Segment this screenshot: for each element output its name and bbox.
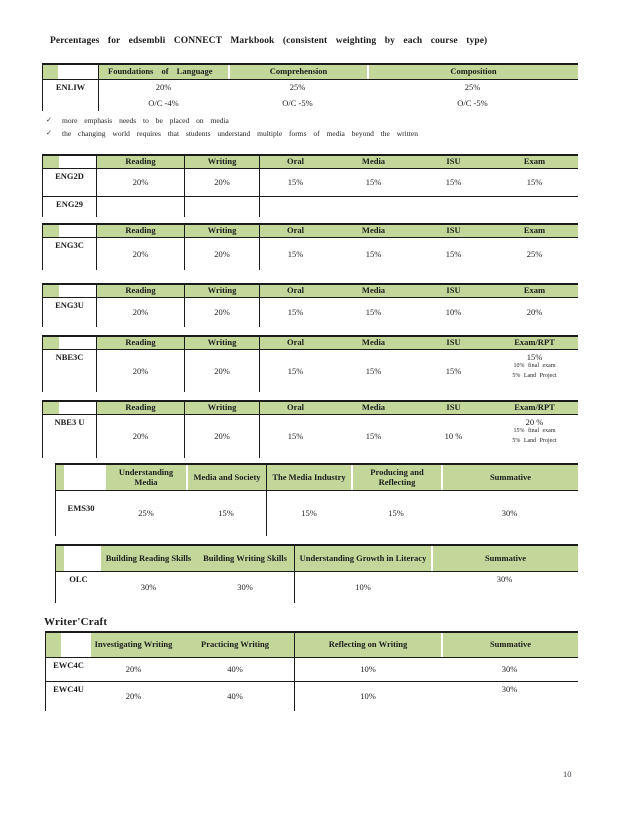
column-header: Reading <box>96 402 184 414</box>
cell-value: 20% <box>125 691 142 702</box>
table-row <box>42 298 578 327</box>
cell-value: 15% <box>287 307 304 318</box>
column-header: Exam <box>491 225 578 237</box>
table-cell <box>228 80 367 95</box>
cell-value: 30% <box>496 574 513 584</box>
cell-value: 20 % <box>525 417 544 427</box>
table-cell <box>294 572 431 603</box>
row-label: ENG2D <box>55 171 84 181</box>
cell-value: 30% <box>501 664 518 675</box>
table-cell <box>228 95 367 111</box>
cell-value: 20% <box>214 431 230 442</box>
cell-value: 15% <box>365 365 382 376</box>
column-header: ISU <box>416 285 491 297</box>
column-header: Reflecting on Writing <box>294 633 441 657</box>
column-header: Comprehension <box>228 65 367 79</box>
cell-value: 20% <box>132 431 149 442</box>
cell-value: 10% <box>360 691 376 702</box>
column-header: Reading <box>96 285 184 297</box>
table-header-row <box>45 633 578 658</box>
table-cell <box>259 350 331 392</box>
table-cell <box>96 298 184 327</box>
page-number: 10 <box>563 769 572 779</box>
table-row <box>55 572 578 603</box>
table-row <box>42 197 578 217</box>
header-corner-stub <box>43 285 59 297</box>
table-cell <box>431 572 578 603</box>
header-corner-cell <box>43 225 96 237</box>
table-header-row <box>42 65 578 80</box>
table-cell <box>331 350 416 392</box>
header-corner-stub <box>43 156 59 168</box>
cell-value: O/C -4% <box>148 97 179 108</box>
column-header: Writing <box>184 225 259 237</box>
cell-value: 20% <box>132 307 149 318</box>
row-label: ENLIW <box>55 82 86 92</box>
table-cell <box>331 238 416 270</box>
table-cell <box>96 350 184 392</box>
table-header-row <box>42 156 578 169</box>
table-cell <box>196 572 294 603</box>
note-text: the changing world requires that students understand multiple forms of media beyond the written <box>62 129 418 138</box>
table-cell <box>96 197 184 217</box>
cell-value: 15% <box>365 248 382 259</box>
cell-value: 15% <box>445 177 462 188</box>
table-cell <box>491 197 578 217</box>
column-header: Oral <box>259 402 331 414</box>
cell-value: 15% <box>287 177 304 188</box>
row-label: NBE3C <box>55 352 84 362</box>
cell-value: 15% <box>218 508 234 519</box>
row-label <box>43 95 98 111</box>
column-header: The Media Industry <box>266 465 351 490</box>
table-cell <box>259 415 331 458</box>
table-cell <box>184 238 259 270</box>
column-header: ISU <box>416 337 491 349</box>
table-cell <box>98 95 228 111</box>
header-corner-stub <box>46 633 61 657</box>
table-cell <box>176 682 294 711</box>
column-header: Writing <box>184 156 259 168</box>
header-corner-stub <box>43 225 59 237</box>
table-header-row <box>42 285 578 298</box>
column-header: Reading <box>96 225 184 237</box>
table-row <box>45 658 578 682</box>
column-header: Summative <box>441 465 578 490</box>
cell-value: 15% <box>526 352 543 362</box>
table-cell <box>416 238 491 270</box>
table-cell <box>184 298 259 327</box>
table-cell <box>416 169 491 196</box>
column-header: Media <box>331 156 416 168</box>
header-corner-stub <box>56 465 64 490</box>
header-corner-cell <box>46 633 91 657</box>
notes <box>46 115 618 139</box>
table-nbe3u <box>42 400 578 458</box>
table-enliw <box>42 63 578 111</box>
column-header: Reading <box>96 337 184 349</box>
table-cell <box>184 169 259 196</box>
table-cell <box>416 350 491 392</box>
note-line <box>46 128 618 139</box>
column-header: ISU <box>416 225 491 237</box>
column-header: Media <box>331 285 416 297</box>
cell-value: 30% <box>140 582 157 593</box>
table-row <box>42 415 578 458</box>
checkmark-icon: ✓ <box>46 116 52 124</box>
table-cell <box>491 350 578 392</box>
cell-subvalue: 5% Land Project <box>512 437 557 444</box>
column-header: ISU <box>416 402 491 414</box>
cell-value: 20% <box>214 248 230 259</box>
cell-value: 25% <box>289 82 306 93</box>
table-olc <box>55 544 578 603</box>
column-header: Media <box>331 225 416 237</box>
table-header-row <box>42 225 578 238</box>
row-label: EWC4U <box>53 684 84 694</box>
table-cell <box>106 491 186 536</box>
table-cell <box>491 298 578 327</box>
cell-value: 10% <box>445 307 462 318</box>
column-header: Building Writing Skills <box>196 546 294 571</box>
cell-value: 15% <box>287 365 304 376</box>
note-line <box>46 115 618 126</box>
table-row <box>45 682 578 711</box>
column-header: Foundations of Language <box>98 65 228 79</box>
cell-value: 20% <box>132 365 149 376</box>
column-header: Media <box>331 337 416 349</box>
cell-value: 25% <box>138 508 154 519</box>
table-nbe3c <box>42 335 578 392</box>
cell-value: 20% <box>155 82 172 93</box>
table-header-row <box>42 337 578 350</box>
cell-subvalue: 5% Land Project <box>512 372 557 379</box>
table-cell <box>184 197 259 217</box>
table-cell <box>441 491 578 536</box>
cell-value: 20% <box>132 177 149 188</box>
cell-value: 15% <box>526 177 543 188</box>
table-row <box>42 350 578 392</box>
column-header: Exam/RPT <box>491 337 578 349</box>
cell-value: 25% <box>526 248 543 259</box>
table-cell <box>91 658 176 681</box>
cell-value: 25% <box>464 82 481 93</box>
row-label: ENG29 <box>56 199 83 209</box>
column-header: Building Reading Skills <box>101 546 196 571</box>
header-corner-cell <box>56 465 106 490</box>
table-cell <box>416 197 491 217</box>
cell-value: 30% <box>501 684 518 694</box>
checkmark-icon: ✓ <box>46 129 52 137</box>
column-header: Summative <box>431 546 578 571</box>
cell-value: O/C -5% <box>457 97 488 108</box>
cell-value: 10% <box>355 582 371 593</box>
table-ewc <box>45 631 578 711</box>
column-header: Oral <box>259 225 331 237</box>
note-text: more emphasis needs to be placed on media <box>62 116 229 125</box>
header-corner-cell <box>43 402 96 414</box>
header-corner-stub <box>43 402 59 414</box>
table-cell <box>491 415 578 458</box>
row-label: EMS30 <box>67 503 95 513</box>
cell-value: 15% <box>445 248 462 259</box>
row-label: ENG3U <box>55 300 84 310</box>
column-header: Summative <box>441 633 578 657</box>
table-cell <box>259 298 331 327</box>
cell-value: 15% <box>287 248 304 259</box>
header-corner-cell <box>43 337 96 349</box>
cell-value: 20% <box>214 307 230 318</box>
table-header-row <box>55 546 578 572</box>
cell-value: 15% <box>365 307 382 318</box>
table-cell <box>416 298 491 327</box>
table-row <box>42 95 578 111</box>
cell-value: 40% <box>227 691 243 702</box>
cell-value: 10% <box>360 664 376 675</box>
header-corner-stub <box>43 65 58 79</box>
table-cell <box>259 238 331 270</box>
header-corner-cell <box>56 546 101 571</box>
table-cell <box>367 80 578 95</box>
column-header: Writing <box>184 402 259 414</box>
column-header: Producing and Reflecting <box>351 465 441 490</box>
cell-value: 10 % <box>444 431 463 442</box>
table-cell <box>266 491 351 536</box>
cell-value: 20% <box>526 307 543 318</box>
header-corner-stub <box>56 546 64 571</box>
table-cell <box>331 415 416 458</box>
header-corner-cell <box>43 285 96 297</box>
table-row <box>55 491 578 536</box>
row-label: OLC <box>69 574 88 584</box>
cell-subvalue: 10% final exam <box>513 363 556 370</box>
table-cell <box>441 682 578 711</box>
table-ems3o <box>55 463 578 536</box>
header-corner-stub <box>43 337 59 349</box>
table-cell <box>98 80 228 95</box>
cell-value: 15% <box>301 508 317 519</box>
column-header: Understanding Media <box>106 465 186 490</box>
cell-value: 30% <box>501 508 518 519</box>
table-cell <box>186 491 266 536</box>
cell-subvalue: 15% final exam <box>513 428 556 435</box>
table-cell <box>367 95 578 111</box>
cell-value: 20% <box>125 664 142 675</box>
column-header: Exam/RPT <box>491 402 578 414</box>
table-cell <box>294 682 441 711</box>
table-row <box>42 80 578 95</box>
table-cell <box>331 169 416 196</box>
column-header: Writing <box>184 337 259 349</box>
table-cell <box>491 169 578 196</box>
table-cell <box>259 169 331 196</box>
table-cell <box>351 491 441 536</box>
table-cell <box>96 415 184 458</box>
row-label: NBE3 U <box>54 417 85 427</box>
cell-value: 30% <box>237 582 253 593</box>
table-header-row <box>42 402 578 415</box>
table-cell <box>294 658 441 681</box>
column-header: Practicing Writing <box>176 633 294 657</box>
column-header: Writing <box>184 285 259 297</box>
table-cell <box>176 658 294 681</box>
column-header: Investigating Writing <box>91 633 176 657</box>
table-cell <box>331 197 416 217</box>
column-header: Composition <box>367 65 578 79</box>
table-eng3c <box>42 223 578 270</box>
table-cell <box>96 169 184 196</box>
section-heading: Writer'Craft <box>44 616 108 628</box>
table-eng3u <box>42 283 578 327</box>
table-eng2d <box>42 154 578 217</box>
column-header: Understanding Growth in Literacy <box>294 546 431 571</box>
row-label: ENG3C <box>55 240 84 250</box>
cell-value: 15% <box>445 365 462 376</box>
cell-value: 20% <box>214 177 230 188</box>
table-cell <box>441 658 578 681</box>
column-header: Media and Society <box>186 465 266 490</box>
table-cell <box>101 572 196 603</box>
table-cell <box>331 298 416 327</box>
header-corner-cell <box>43 65 98 79</box>
column-header: Exam <box>491 156 578 168</box>
table-cell <box>259 197 331 217</box>
cell-value: O/C -5% <box>282 97 313 108</box>
page-title: Percentages for edsembli CONNECT Markbook (consistent weighting by each course type) <box>50 36 488 46</box>
column-header: Oral <box>259 337 331 349</box>
table-row <box>42 238 578 270</box>
column-header: Media <box>331 402 416 414</box>
table-cell <box>184 415 259 458</box>
table-cell <box>184 350 259 392</box>
cell-value: 40% <box>227 664 243 675</box>
column-header: Oral <box>259 156 331 168</box>
table-cell <box>96 238 184 270</box>
cell-value: 15% <box>365 431 382 442</box>
cell-value: 20% <box>214 365 230 376</box>
cell-value: 15% <box>388 508 404 519</box>
cell-value: 15% <box>365 177 382 188</box>
row-label: EWC4C <box>53 660 84 670</box>
table-header-row <box>55 465 578 491</box>
column-header: Oral <box>259 285 331 297</box>
cell-value: 15% <box>287 431 304 442</box>
cell-value: 20% <box>132 248 149 259</box>
table-row <box>42 169 578 197</box>
table-cell <box>91 682 176 711</box>
table-cell <box>491 238 578 270</box>
column-header: ISU <box>416 156 491 168</box>
table-cell <box>416 415 491 458</box>
column-header: Exam <box>491 285 578 297</box>
column-header: Reading <box>96 156 184 168</box>
header-corner-cell <box>43 156 96 168</box>
